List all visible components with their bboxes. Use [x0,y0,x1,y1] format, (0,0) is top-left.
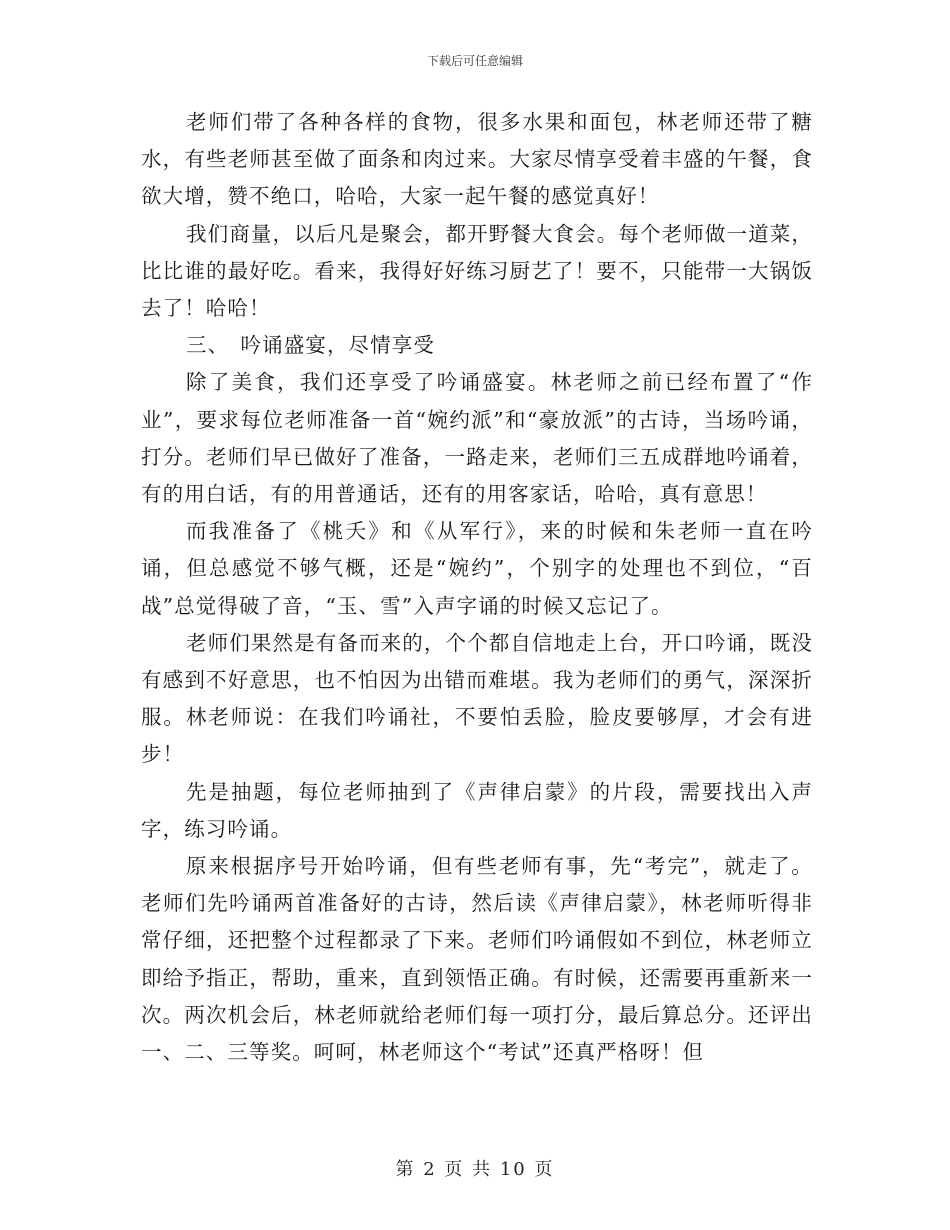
paragraph-potluck-plan: 我们商量，以后凡是聚会，都开野餐大食会。每个老师做一道菜，比比谁的最好吃。看来，我得好好练习厨艺了！要不，只能带一大锅饭去了！哈哈！ [141,221,813,321]
paragraph-draw-topics: 先是抽题，每位老师抽到了《声律启蒙》的片段，需要找出入声字，练习吟诵。 [141,779,813,841]
paragraph-my-preparation: 而我准备了《桃夭》和《从军行》，来的时候和朱老师一直在吟诵，但总感觉不够气概，还是“婉约”，个别字的处理也不到位，“百战”总觉得破了音，“玉、雪”入声字诵的时候又忘记了。 [141,519,813,618]
paragraph-exam-process: 原来根据序号开始吟诵，但有些老师有事，先“考完”，就走了。老师们先吟诵两首准备好的古诗，然后读《声律启蒙》，林老师听得非常仔细，还把整个过程都录了下来。老师们吟诵假如不到位，林老师立即给予指正，帮助，重来，直到领悟正确。有时候，还需要再重新来一次。两次机会后，林老师就给老师们每一项打分，最后算总分。还评出一、二、三等奖。呵呵，林老师这个“考试”还真严格呀！但 [141,854,813,1065]
section-heading-recital: 三、 吟诵盛宴，尽情享受 [186,333,435,358]
page-number-footer: 第 2 页 共 10 页 [395,1159,555,1180]
paragraph-lunch: 老师们带了各种各样的食物，很多水果和面包，林老师还带了糖水，有些老师甚至做了面条和肉过来。大家尽情享受着丰盛的午餐，食欲大增，赞不绝口，哈哈，大家一起午餐的感觉真好！ [141,110,813,209]
document-body [141,104,813,1071]
paragraph-teachers-courage: 老师们果然是有备而来的，个个都自信地走上台，开口吟诵，既没有感到不好意思，也不怕因为出错而难堪。我为老师们的勇气，深深折服。林老师说：在我们吟诵社，不要怕丢脸，脸皮要够厚，才会有进步！ [141,630,813,767]
page-header-note: 下载后可任意编辑 [426,54,523,68]
paragraph-recital-intro: 除了美食，我们还享受了吟诵盛宴。林老师之前已经布置了“作业”，要求每位老师准备一首“婉约派”和“豪放派”的古诗，当场吟诵，打分。老师们早已做好了准备，一路走来，老师们三五成群地吟诵着，有的用白话，有的用普通话，还有的用客家话，哈哈，真有意思！ [141,370,813,507]
